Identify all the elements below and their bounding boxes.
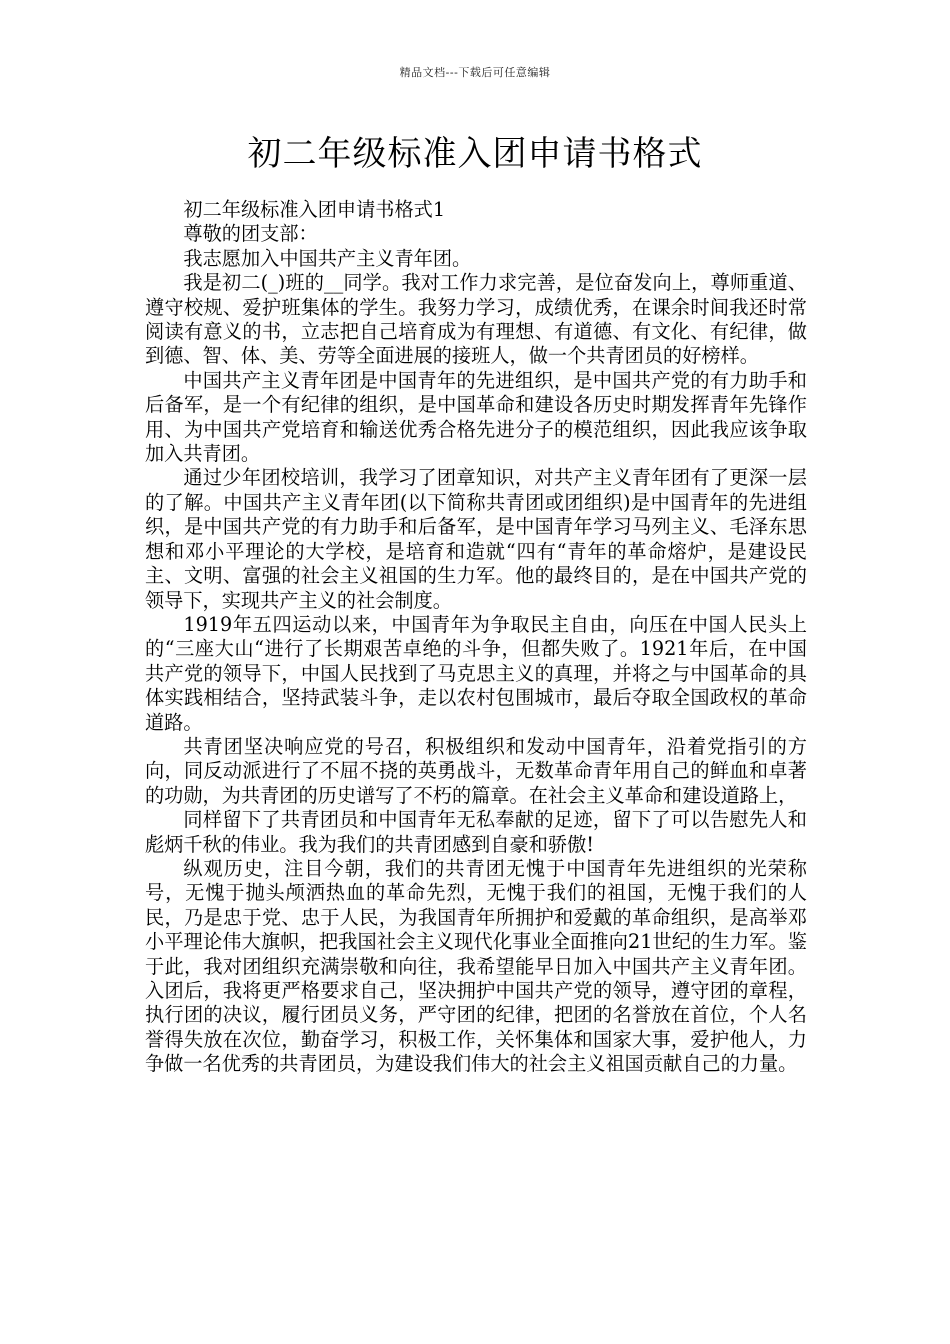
subtitle-paragraph: 初二年级标准入团申请书格式1 <box>183 198 446 221</box>
body-paragraph: 通过少年团校培训，我学习了团章知识，对共产主义青年团有了更深一层的了解。中国共产主义青年团(以下简称共青团或团组织)是中国青年的先进组织，是中国共产党的有力助手和后备军，是中国青年学习马列主义、毛泽东思想和邓小平理论的大学校，是培育和造就“四有“青年的革命熔炉，是建设民主、文明、富强的社会主义祖国的生力军。他的最终目的，是在中国共产党的领导下，实现共产主义的社会制度。 <box>145 466 807 612</box>
body-paragraph: 1919年五四运动以来，中国青年为争取民主自由，向压在中国人民头上的“三座大山“进行了长期艰苦卓绝的斗争，但都失败了。1921年后，在中国共产党的领导下，中国人民找到了马克思主义的真理，并将之与中国革命的具体实践相结合，坚持武装斗争，走以农村包围城市，最后夺取全国政权的革命道路。 <box>145 612 807 734</box>
body-paragraph: 共青团坚决响应党的号召，积极组织和发动中国青年，沿着党指引的方向，同反动派进行了不屈不挠的英勇战斗，无数革命青年用自己的鲜血和卓著的功勋，为共青团的历史谱写了不朽的篇章。在社会主义革命和建设道路上， <box>145 734 807 807</box>
document-title: 初二年级标准入团申请书格式 <box>247 134 703 174</box>
body-paragraph: 我是初二(_)班的__同学。我对工作力求完善，是位奋发向上，尊师重道、遵守校规、爱护班集体的学生。我努力学习，成绩优秀，在课余时间我还时常阅读有意义的书，立志把自己培育成为有理想、有道德、有文化、有纪律，做到德、智、体、美、劳等全面进展的接班人，做一个共青团员的好榜样。 <box>145 271 807 368</box>
salutation-paragraph: 尊敬的团支部： <box>183 222 318 246</box>
body-paragraph: 我志愿加入中国共产主义青年团。 <box>183 246 472 270</box>
header-note: 精品文档---下载后可任意编辑 <box>399 66 551 79</box>
document-body <box>145 198 807 1077</box>
body-paragraph: 纵观历史，注目今朝，我们的共青团无愧于中国青年先进组织的光荣称号，无愧于抛头颅洒热血的革命先烈，无愧于我们的祖国，无愧于我们的人民，乃是忠于党、忠于人民，为我国青年所拥护和爱戴的革命组织，是高举邓小平理论伟大旗帜，把我国社会主义现代化事业全面推向21世纪的生力军。鉴于此，我对团组织充满崇敬和向往，我希望能早日加入中国共产主义青年团。入团后，我将更严格要求自己，坚决拥护中国共产党的领导，遵守团的章程，执行团的决议，履行团员义务，严守团的纪律，把团的名誉放在首位，个人名誉得失放在次位，勤奋学习，积极工作，关怀集体和国家大事，爱护他人，力争做一名优秀的共青团员，为建设我们伟大的社会主义祖国贡献自己的力量。 <box>145 856 807 1076</box>
body-paragraph: 中国共产主义青年团是中国青年的先进组织，是中国共产党的有力助手和后备军，是一个有纪律的组织，是中国革命和建设各历史时期发挥青年先锋作用、为中国共产党培育和输送优秀合格先进分子的模范组织，因此我应该争取加入共青团。 <box>145 368 807 466</box>
body-paragraph: 同样留下了共青团员和中国青年无私奉献的足迹，留下了可以告慰先人和彪炳千秋的伟业。我为我们的共青团感到自豪和骄傲! <box>145 808 807 856</box>
